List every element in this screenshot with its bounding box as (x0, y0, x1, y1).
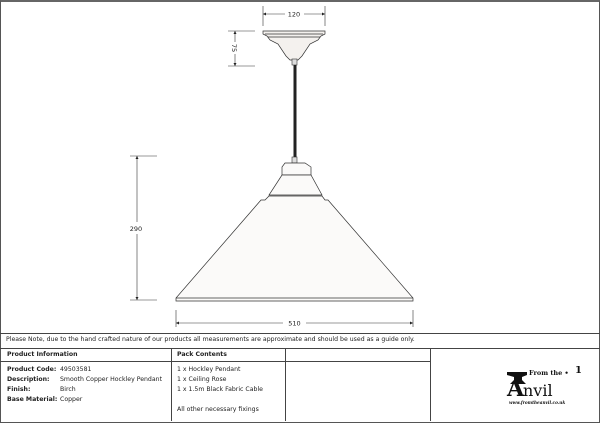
dimension-label-shade-height: 290 (129, 225, 143, 233)
cable-top-grip (292, 59, 297, 65)
from-the-anvil-logo (505, 366, 585, 408)
divider (0, 361, 430, 362)
base-material-label: Base Material: (7, 396, 58, 403)
disclaimer-note: Please Note, due to the hand crafted nature of our products all measurements are approximate and should be used as a guide only. (6, 336, 415, 343)
svg-text:A: A (507, 376, 525, 402)
dimension-label-rose-width: 120 (287, 10, 301, 19)
ceiling-rose (263, 31, 325, 60)
cable-bottom-grip (292, 157, 297, 163)
svg-text:www.fromtheanvil.co.uk: www.fromtheanvil.co.uk (509, 400, 566, 405)
cable (294, 65, 297, 158)
svg-text:1: 1 (575, 366, 582, 376)
finish-value: Birch (60, 386, 76, 393)
divider (0, 333, 600, 334)
base-material-value: Copper (60, 396, 83, 403)
column-divider (430, 348, 431, 421)
product-info-header: Product Information (7, 351, 78, 358)
dimension-label-shade-width: 510 (288, 319, 301, 328)
description-label: Description: (7, 376, 50, 383)
pack-contents-header: Pack Contents (177, 351, 227, 358)
column-divider (285, 348, 286, 421)
pack-footer: All other necessary fixings (177, 406, 259, 413)
svg-text:nvil: nvil (523, 381, 553, 400)
dimension-label-rose-height: 75 (230, 43, 238, 53)
product-code-label: Product Code: (7, 366, 57, 373)
product-code-value: 49503581 (60, 366, 92, 373)
column-divider (171, 348, 172, 421)
divider (0, 348, 600, 349)
pack-item: 1 x 1.5m Black Fabric Cable (177, 386, 263, 393)
pack-item: 1 x Ceiling Rose (177, 376, 227, 383)
lamp-shade (176, 163, 413, 301)
pack-item: 1 x Hockley Pendant (177, 366, 241, 373)
svg-text:From the •: From the • (529, 369, 569, 377)
description-value: Smooth Copper Hockley Pendant (60, 376, 163, 383)
finish-label: Finish: (7, 386, 31, 393)
